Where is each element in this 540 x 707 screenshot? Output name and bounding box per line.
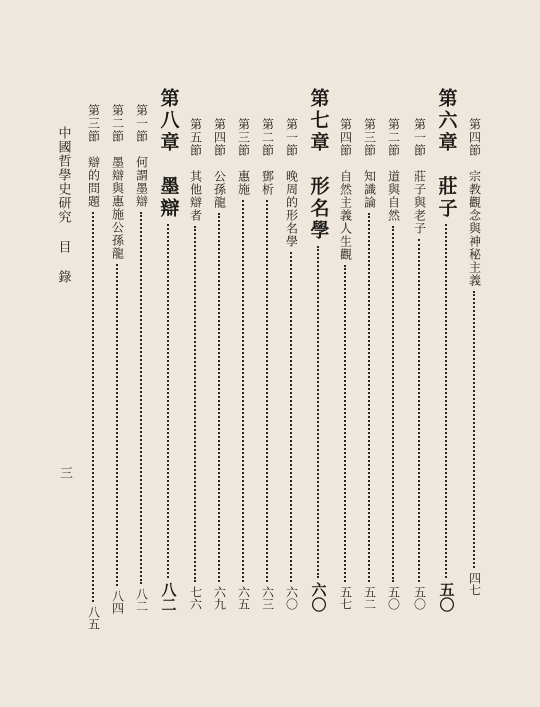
leader-dots — [140, 212, 144, 584]
leader-dots — [242, 200, 246, 582]
entry-page: 七六 — [188, 586, 203, 610]
toc-entry — [408, 118, 432, 610]
page-number: 三 — [57, 466, 72, 479]
leader-dots — [344, 265, 348, 582]
entry-page: 五二 — [362, 586, 377, 610]
leader-dots — [392, 226, 396, 582]
entry-page: 四七 — [467, 572, 482, 596]
entry-page: 六三 — [260, 586, 275, 610]
entry-page: 六〇 — [284, 586, 299, 610]
entry-page: 八五 — [86, 606, 101, 630]
entry-title: 第三節 惠施 — [236, 118, 251, 196]
entry-title: 第三節 知識論 — [362, 118, 377, 209]
entry-title: 第四節 宗教觀念與神秘主義 — [467, 118, 482, 287]
entry-page: 六〇 — [309, 582, 328, 612]
entry-title: 第四節 公孫龍 — [212, 118, 227, 209]
entry-title: 第二節 道與自然 — [386, 118, 401, 222]
leader-dots — [290, 252, 294, 582]
entry-page: 五〇 — [437, 582, 456, 612]
toc-entry — [106, 104, 130, 614]
entry-page: 八四 — [110, 590, 125, 614]
toc-entry — [184, 118, 208, 610]
leader-dots — [92, 212, 96, 602]
toc-entry — [382, 118, 406, 610]
leader-dots — [218, 213, 222, 582]
entry-title: 第一節 何謂墨辯 — [134, 104, 149, 208]
toc-entry — [232, 118, 256, 610]
leader-dots — [445, 224, 449, 578]
leader-dots — [116, 264, 120, 586]
toc-entry — [256, 118, 280, 610]
entry-title: 第六章 莊子 — [435, 88, 458, 220]
toc-entry — [358, 118, 382, 610]
leader-dots — [418, 239, 422, 582]
entry-title: 第四節 自然主義人生觀 — [338, 118, 353, 261]
entry-title: 第八章 墨辯 — [157, 88, 180, 220]
entry-page: 八二 — [159, 582, 178, 612]
toc-entry — [130, 104, 154, 612]
toc-entry — [334, 118, 358, 610]
toc-entry — [82, 104, 106, 630]
toc-entry — [432, 88, 462, 612]
leader-dots — [317, 246, 321, 578]
leader-dots — [368, 213, 372, 582]
entry-title: 第一節 晚周的形名學 — [284, 118, 299, 248]
entry-page: 六九 — [212, 586, 227, 610]
entry-title: 第一節 莊子與老子 — [412, 118, 427, 235]
entry-title: 第三節 辯的問題 — [86, 104, 101, 208]
section-title: 目 錄 — [55, 240, 71, 284]
leader-dots — [266, 200, 270, 582]
toc-entry — [154, 88, 184, 612]
entry-page: 八二 — [134, 588, 149, 612]
entry-title: 第五節 其他辯者 — [188, 118, 203, 222]
entry-title: 第二節 墨辯與惠施公孫龍 — [110, 104, 125, 260]
toc-entry — [304, 88, 334, 612]
book-title: 中國哲學史研究 — [55, 126, 71, 224]
toc-entry — [280, 118, 304, 610]
entry-title: 第二節 鄧析 — [260, 118, 275, 196]
entry-page: 六五 — [236, 586, 251, 610]
page-header — [50, 126, 76, 479]
entry-page: 五七 — [338, 586, 353, 610]
leader-dots — [167, 224, 171, 578]
toc-entry — [208, 118, 232, 610]
entry-title: 第七章 形名學 — [307, 88, 330, 242]
entry-page: 五〇 — [386, 586, 401, 610]
leader-dots — [473, 291, 477, 568]
toc-entry — [462, 118, 488, 596]
leader-dots — [194, 226, 198, 582]
entry-page: 五〇 — [412, 586, 427, 610]
